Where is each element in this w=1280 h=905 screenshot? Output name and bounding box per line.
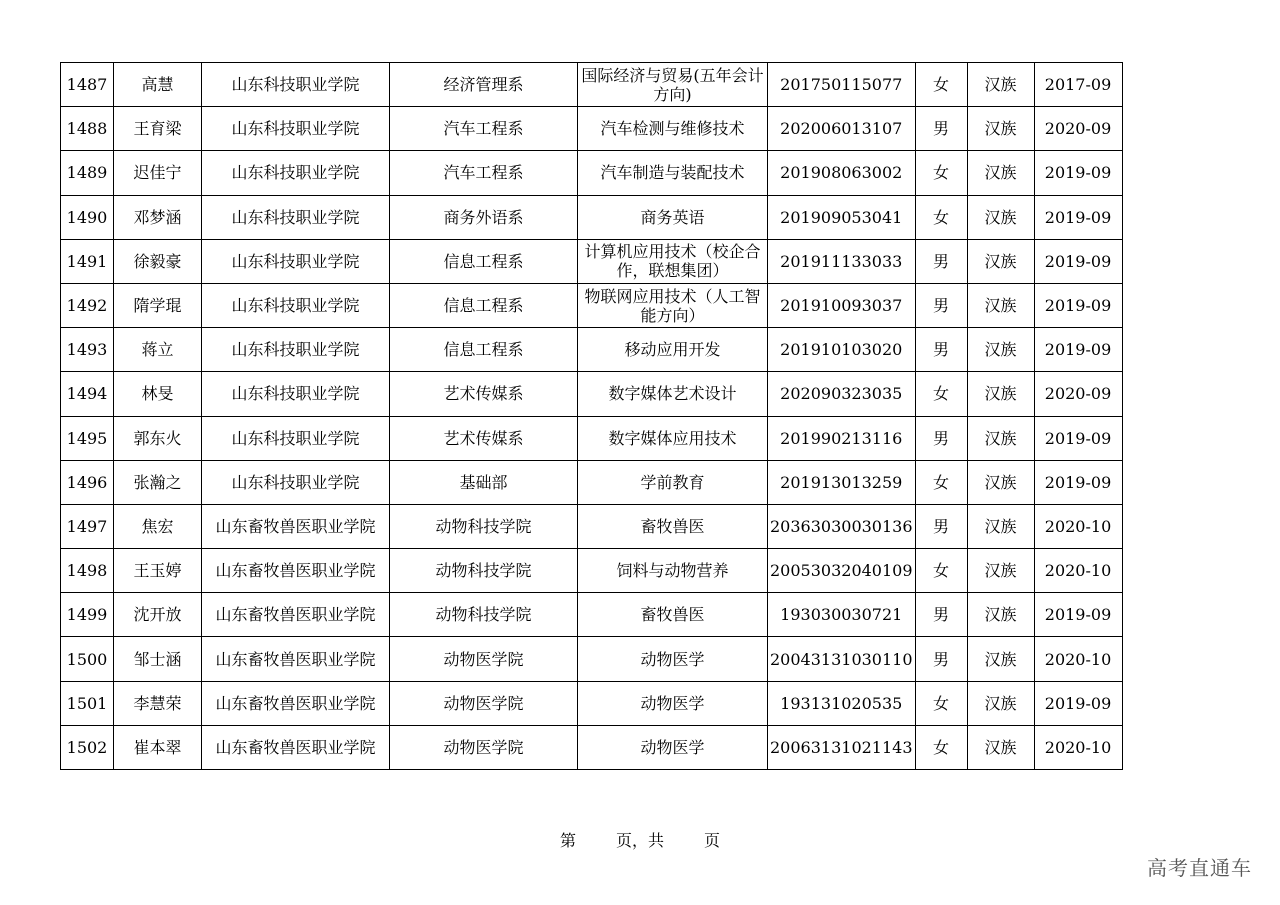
table-row — [61, 283, 1123, 327]
cell-enroll-date: 2020-09 — [1034, 107, 1122, 151]
table-row — [61, 416, 1123, 460]
cell-name: 王玉婷 — [114, 549, 202, 593]
cell-department: 艺术传媒系 — [390, 372, 578, 416]
cell-gender: 女 — [915, 549, 967, 593]
cell-ethnicity: 汉族 — [967, 681, 1034, 725]
cell-ethnicity: 汉族 — [967, 107, 1034, 151]
table-row — [61, 725, 1123, 769]
cell-school: 山东科技职业学院 — [202, 239, 390, 283]
cell-department: 信息工程系 — [390, 283, 578, 327]
cell-student-id: 201990213116 — [768, 416, 916, 460]
cell-department: 汽车工程系 — [390, 107, 578, 151]
cell-enroll-date: 2020-09 — [1034, 372, 1122, 416]
cell-enroll-date: 2019-09 — [1034, 239, 1122, 283]
cell-school: 山东科技职业学院 — [202, 416, 390, 460]
cell-name: 蒋立 — [114, 328, 202, 372]
cell-ethnicity: 汉族 — [967, 283, 1034, 327]
cell-gender: 男 — [915, 283, 967, 327]
cell-ethnicity: 汉族 — [967, 372, 1034, 416]
cell-student-id: 202090323035 — [768, 372, 916, 416]
cell-gender: 男 — [915, 504, 967, 548]
cell-school: 山东畜牧兽医职业学院 — [202, 549, 390, 593]
footer-page-suffix: 页 — [704, 831, 721, 850]
cell-enroll-date: 2019-09 — [1034, 195, 1122, 239]
table-row — [61, 195, 1123, 239]
cell-major: 商务英语 — [578, 195, 768, 239]
cell-gender: 女 — [915, 372, 967, 416]
cell-student-id: 20363030030136 — [768, 504, 916, 548]
cell-gender: 女 — [915, 151, 967, 195]
cell-name: 崔本翠 — [114, 725, 202, 769]
cell-major: 移动应用开发 — [578, 328, 768, 372]
cell-student-id: 193131020535 — [768, 681, 916, 725]
cell-enroll-date: 2019-09 — [1034, 416, 1122, 460]
cell-student-id: 193030030721 — [768, 593, 916, 637]
cell-ethnicity: 汉族 — [967, 151, 1034, 195]
cell-name: 张瀚之 — [114, 460, 202, 504]
table-body — [61, 63, 1123, 770]
cell-department: 动物科技学院 — [390, 504, 578, 548]
cell-school: 山东科技职业学院 — [202, 151, 390, 195]
cell-school: 山东畜牧兽医职业学院 — [202, 681, 390, 725]
cell-major: 畜牧兽医 — [578, 504, 768, 548]
cell-school: 山东科技职业学院 — [202, 195, 390, 239]
table-row — [61, 107, 1123, 151]
cell-enroll-date: 2020-10 — [1034, 637, 1122, 681]
cell-school: 山东畜牧兽医职业学院 — [202, 725, 390, 769]
cell-student-id: 201913013259 — [768, 460, 916, 504]
cell-school: 山东科技职业学院 — [202, 328, 390, 372]
cell-number: 1499 — [61, 593, 114, 637]
cell-school: 山东科技职业学院 — [202, 63, 390, 107]
cell-gender: 女 — [915, 681, 967, 725]
cell-number: 1489 — [61, 151, 114, 195]
cell-ethnicity: 汉族 — [967, 328, 1034, 372]
cell-major: 学前教育 — [578, 460, 768, 504]
cell-gender: 男 — [915, 593, 967, 637]
cell-name: 王育梁 — [114, 107, 202, 151]
cell-enroll-date: 2020-10 — [1034, 725, 1122, 769]
cell-enroll-date: 2019-09 — [1034, 328, 1122, 372]
table-row — [61, 63, 1123, 107]
cell-major: 饲料与动物营养 — [578, 549, 768, 593]
cell-gender: 女 — [915, 195, 967, 239]
cell-number: 1498 — [61, 549, 114, 593]
cell-school: 山东畜牧兽医职业学院 — [202, 637, 390, 681]
cell-department: 经济管理系 — [390, 63, 578, 107]
cell-number: 1502 — [61, 725, 114, 769]
cell-major: 动物医学 — [578, 725, 768, 769]
table-row — [61, 549, 1123, 593]
cell-department: 基础部 — [390, 460, 578, 504]
cell-school: 山东科技职业学院 — [202, 107, 390, 151]
cell-major: 汽车检测与维修技术 — [578, 107, 768, 151]
cell-number: 1491 — [61, 239, 114, 283]
cell-ethnicity: 汉族 — [967, 416, 1034, 460]
cell-enroll-date: 2019-09 — [1034, 593, 1122, 637]
cell-gender: 男 — [915, 637, 967, 681]
table-row — [61, 637, 1123, 681]
cell-department: 动物医学院 — [390, 681, 578, 725]
cell-department: 汽车工程系 — [390, 151, 578, 195]
cell-student-id: 20043131030110 — [768, 637, 916, 681]
cell-student-id: 201910103020 — [768, 328, 916, 372]
cell-name: 高慧 — [114, 63, 202, 107]
cell-department: 商务外语系 — [390, 195, 578, 239]
cell-enroll-date: 2017-09 — [1034, 63, 1122, 107]
cell-name: 隋学琨 — [114, 283, 202, 327]
cell-number: 1488 — [61, 107, 114, 151]
cell-school: 山东科技职业学院 — [202, 460, 390, 504]
cell-name: 邹士涵 — [114, 637, 202, 681]
cell-ethnicity: 汉族 — [967, 593, 1034, 637]
cell-number: 1501 — [61, 681, 114, 725]
cell-major: 畜牧兽医 — [578, 593, 768, 637]
cell-number: 1495 — [61, 416, 114, 460]
cell-major: 计算机应用技术（校企合作，联想集团） — [578, 239, 768, 283]
cell-ethnicity: 汉族 — [967, 63, 1034, 107]
cell-number: 1490 — [61, 195, 114, 239]
cell-student-id: 20053032040109 — [768, 549, 916, 593]
cell-enroll-date: 2020-10 — [1034, 549, 1122, 593]
cell-enroll-date: 2019-09 — [1034, 681, 1122, 725]
cell-number: 1497 — [61, 504, 114, 548]
cell-gender: 女 — [915, 725, 967, 769]
table-row — [61, 372, 1123, 416]
page-footer — [0, 828, 1280, 851]
cell-major: 动物医学 — [578, 681, 768, 725]
cell-student-id: 201911133033 — [768, 239, 916, 283]
table-row — [61, 593, 1123, 637]
cell-number: 1487 — [61, 63, 114, 107]
cell-major: 数字媒体应用技术 — [578, 416, 768, 460]
cell-major: 动物医学 — [578, 637, 768, 681]
cell-enroll-date: 2020-10 — [1034, 504, 1122, 548]
cell-name: 郭东火 — [114, 416, 202, 460]
cell-ethnicity: 汉族 — [967, 637, 1034, 681]
cell-student-id: 201909053041 — [768, 195, 916, 239]
cell-name: 李慧荣 — [114, 681, 202, 725]
table-row — [61, 681, 1123, 725]
cell-school: 山东畜牧兽医职业学院 — [202, 504, 390, 548]
cell-major: 物联网应用技术（人工智能方向） — [578, 283, 768, 327]
cell-gender: 男 — [915, 328, 967, 372]
cell-gender: 女 — [915, 63, 967, 107]
cell-gender: 男 — [915, 107, 967, 151]
cell-gender: 女 — [915, 460, 967, 504]
cell-student-id: 201910093037 — [768, 283, 916, 327]
cell-gender: 男 — [915, 239, 967, 283]
student-table — [60, 62, 1123, 770]
cell-gender: 男 — [915, 416, 967, 460]
cell-name: 邓梦涵 — [114, 195, 202, 239]
cell-department: 动物科技学院 — [390, 549, 578, 593]
cell-name: 徐毅豪 — [114, 239, 202, 283]
cell-school: 山东科技职业学院 — [202, 283, 390, 327]
cell-enroll-date: 2019-09 — [1034, 460, 1122, 504]
cell-enroll-date: 2019-09 — [1034, 283, 1122, 327]
cell-department: 动物科技学院 — [390, 593, 578, 637]
cell-major: 数字媒体艺术设计 — [578, 372, 768, 416]
cell-number: 1493 — [61, 328, 114, 372]
cell-number: 1494 — [61, 372, 114, 416]
cell-name: 林旻 — [114, 372, 202, 416]
cell-ethnicity: 汉族 — [967, 549, 1034, 593]
table-row — [61, 460, 1123, 504]
table-row — [61, 151, 1123, 195]
cell-department: 艺术传媒系 — [390, 416, 578, 460]
watermark-logo: 高考直通车 — [1147, 856, 1252, 880]
cell-name: 迟佳宁 — [114, 151, 202, 195]
cell-name: 焦宏 — [114, 504, 202, 548]
cell-major: 国际经济与贸易(五年会计方向) — [578, 63, 768, 107]
cell-school: 山东畜牧兽医职业学院 — [202, 593, 390, 637]
cell-student-id: 201750115077 — [768, 63, 916, 107]
table-row — [61, 504, 1123, 548]
cell-name: 沈开放 — [114, 593, 202, 637]
cell-department: 信息工程系 — [390, 328, 578, 372]
cell-student-id: 202006013107 — [768, 107, 916, 151]
cell-student-id: 201908063002 — [768, 151, 916, 195]
table-row — [61, 328, 1123, 372]
cell-department: 动物医学院 — [390, 637, 578, 681]
cell-department: 信息工程系 — [390, 239, 578, 283]
cell-ethnicity: 汉族 — [967, 460, 1034, 504]
footer-page-label: 第 — [559, 831, 576, 850]
cell-ethnicity: 汉族 — [967, 195, 1034, 239]
cell-major: 汽车制造与装配技术 — [578, 151, 768, 195]
footer-total-label: 页，共 — [615, 831, 664, 850]
cell-ethnicity: 汉族 — [967, 504, 1034, 548]
cell-school: 山东科技职业学院 — [202, 372, 390, 416]
cell-number: 1500 — [61, 637, 114, 681]
cell-ethnicity: 汉族 — [967, 239, 1034, 283]
cell-student-id: 20063131021143 — [768, 725, 916, 769]
cell-department: 动物医学院 — [390, 725, 578, 769]
cell-number: 1492 — [61, 283, 114, 327]
table-row — [61, 239, 1123, 283]
cell-ethnicity: 汉族 — [967, 725, 1034, 769]
cell-enroll-date: 2019-09 — [1034, 151, 1122, 195]
cell-number: 1496 — [61, 460, 114, 504]
